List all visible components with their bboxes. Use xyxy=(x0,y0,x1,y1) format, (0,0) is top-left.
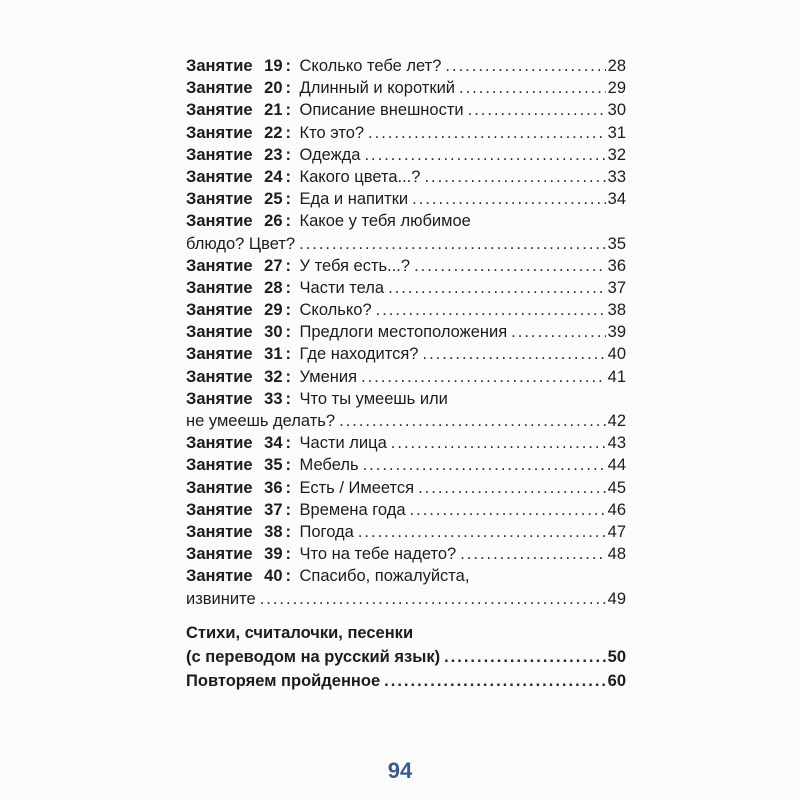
leader-dots xyxy=(363,454,606,476)
lesson-page: 46 xyxy=(607,500,626,519)
lesson-colon: : xyxy=(285,345,292,364)
lesson-number: 40 xyxy=(264,567,283,586)
lesson-number: 22 xyxy=(264,123,283,142)
toc-entry[interactable] xyxy=(186,55,626,77)
lesson-title: Есть / Имеется xyxy=(299,478,415,497)
leader-dots xyxy=(511,321,605,343)
lesson-label: Занятие xyxy=(186,256,253,275)
lesson-label: Занятие xyxy=(186,456,253,475)
lesson-number: 29 xyxy=(264,301,283,320)
lesson-page: 32 xyxy=(607,145,626,164)
lesson-label: Занятие xyxy=(186,478,253,497)
toc-extra-entry[interactable] xyxy=(186,670,626,694)
toc-entry-line xyxy=(186,277,626,299)
lesson-colon: : xyxy=(285,567,292,586)
toc-entry-line xyxy=(186,410,626,432)
lesson-title: Длинный и короткий xyxy=(299,79,456,98)
lesson-colon: : xyxy=(285,367,292,386)
leader-dots xyxy=(418,477,606,499)
lesson-number: 36 xyxy=(264,478,283,497)
toc-entry[interactable] xyxy=(186,99,626,121)
lesson-number: 25 xyxy=(264,190,283,209)
toc-entry-line xyxy=(186,366,626,388)
leader-dots xyxy=(368,122,606,144)
lesson-number: 31 xyxy=(264,345,283,364)
lesson-page: 38 xyxy=(607,301,626,320)
lesson-label: Занятие xyxy=(186,212,253,231)
lesson-label: Занятие xyxy=(186,434,253,453)
lesson-page: 45 xyxy=(607,478,626,497)
section-title: Стихи, считалочки, песенки xyxy=(186,623,414,642)
leader-dots xyxy=(444,646,606,668)
lesson-colon: : xyxy=(285,79,292,98)
toc-entry-line xyxy=(186,499,626,521)
lesson-number: 27 xyxy=(264,256,283,275)
lesson-label: Занятие xyxy=(186,301,253,320)
leader-dots xyxy=(260,588,606,610)
leader-dots xyxy=(445,55,605,77)
lesson-number: 20 xyxy=(264,79,283,98)
lesson-number: 35 xyxy=(264,456,283,475)
toc-entry[interactable] xyxy=(186,321,626,343)
lesson-page: 37 xyxy=(607,278,626,297)
lesson-page: 42 xyxy=(607,412,626,430)
toc-entry-line xyxy=(186,233,626,255)
lesson-colon: : xyxy=(285,278,292,297)
lesson-number: 32 xyxy=(264,367,283,386)
page-number: 94 xyxy=(387,758,413,783)
toc-entry-line xyxy=(186,99,626,121)
toc-entry-line xyxy=(186,166,626,188)
toc-entry[interactable] xyxy=(186,543,626,565)
toc-entry-line xyxy=(186,388,626,410)
lesson-page: 29 xyxy=(607,79,626,98)
lesson-colon: : xyxy=(285,522,292,541)
lesson-title: Какое у тебя любимое xyxy=(299,212,471,231)
lesson-title: Сколько тебе лет? xyxy=(299,57,442,75)
lesson-colon: : xyxy=(285,389,292,408)
lesson-title: Кто это? xyxy=(299,123,365,142)
lesson-number: 24 xyxy=(264,167,283,186)
toc-entry-line xyxy=(186,55,626,77)
lesson-page: 28 xyxy=(607,57,626,75)
lesson-colon: : xyxy=(285,256,292,275)
lesson-title: Еда и напитки xyxy=(299,190,409,209)
lesson-page: 31 xyxy=(607,123,626,142)
toc-entry-line xyxy=(186,255,626,277)
section-page: 50 xyxy=(607,647,626,666)
section-page: 60 xyxy=(607,671,626,690)
lesson-label: Занятие xyxy=(186,345,253,364)
lesson-page: 39 xyxy=(607,323,626,342)
toc-entry[interactable] xyxy=(186,166,626,188)
toc-entry[interactable] xyxy=(186,144,626,166)
lesson-page: 41 xyxy=(607,367,626,386)
section-title-continued: (с переводом на русский язык) xyxy=(186,647,441,666)
lesson-label: Занятие xyxy=(186,389,253,408)
toc-entry[interactable] xyxy=(186,77,626,99)
lesson-page: 36 xyxy=(607,256,626,275)
leader-dots xyxy=(422,343,605,365)
lesson-label: Занятие xyxy=(186,123,253,142)
lesson-colon: : xyxy=(285,167,292,186)
lesson-page: 47 xyxy=(607,522,626,541)
leader-dots xyxy=(361,366,606,388)
lesson-colon: : xyxy=(285,101,292,120)
lesson-label: Занятие xyxy=(186,323,253,342)
lesson-title: Умения xyxy=(299,367,358,386)
lesson-title: Времена года xyxy=(299,500,406,519)
toc-entry-line xyxy=(186,432,626,454)
lesson-colon: : xyxy=(285,545,292,564)
lesson-page: 35 xyxy=(607,234,626,253)
toc-entry[interactable] xyxy=(186,277,626,299)
lesson-title: Части тела xyxy=(299,278,385,297)
toc-entry[interactable] xyxy=(186,432,626,454)
toc-entry[interactable] xyxy=(186,366,626,388)
toc-entry-line xyxy=(186,521,626,543)
toc-extras xyxy=(186,622,626,694)
lesson-title-continued: блюдо? Цвет? xyxy=(186,234,296,253)
lesson-number: 33 xyxy=(264,389,283,408)
lesson-page: 43 xyxy=(607,434,626,453)
toc-entry-line xyxy=(186,565,626,587)
leader-dots xyxy=(376,299,606,321)
toc-entry[interactable] xyxy=(186,454,626,476)
toc-entry[interactable] xyxy=(186,255,626,277)
lesson-label: Занятие xyxy=(186,500,253,519)
lesson-title: Что на тебе надето? xyxy=(299,545,457,564)
lesson-label: Занятие xyxy=(186,57,253,75)
lesson-number: 38 xyxy=(264,522,283,541)
leader-dots xyxy=(410,499,606,521)
leader-dots xyxy=(391,432,606,454)
toc-entry[interactable] xyxy=(186,343,626,365)
toc-entry[interactable] xyxy=(186,388,626,432)
lesson-colon: : xyxy=(285,456,292,475)
table-of-contents xyxy=(186,55,626,694)
toc-entry[interactable] xyxy=(186,188,626,210)
lesson-number: 37 xyxy=(264,500,283,519)
lesson-title: Описание внешности xyxy=(299,101,464,120)
lesson-label: Занятие xyxy=(186,79,253,98)
leader-dots xyxy=(424,166,605,188)
toc-entry-line xyxy=(186,77,626,99)
lesson-colon: : xyxy=(285,323,292,342)
lesson-number: 28 xyxy=(264,278,283,297)
lesson-label: Занятие xyxy=(186,278,253,297)
lesson-number: 21 xyxy=(264,101,283,120)
toc-entry-line xyxy=(186,144,626,166)
toc-entry-line xyxy=(186,210,626,232)
lesson-page: 48 xyxy=(607,545,626,564)
lesson-label: Занятие xyxy=(186,101,253,120)
toc-entry-line xyxy=(186,122,626,144)
toc-entry-line xyxy=(186,588,626,610)
toc-entry[interactable] xyxy=(186,521,626,543)
lesson-label: Занятие xyxy=(186,545,253,564)
lesson-number: 26 xyxy=(264,212,283,231)
lesson-title: Какого цвета...? xyxy=(299,167,421,186)
toc-entry[interactable] xyxy=(186,299,626,321)
toc-entry-line xyxy=(186,454,626,476)
toc-entry[interactable] xyxy=(186,210,626,254)
toc-entry-line xyxy=(186,321,626,343)
lesson-page: 34 xyxy=(607,190,626,209)
lesson-title: У тебя есть...? xyxy=(299,256,411,275)
lesson-label: Занятие xyxy=(186,190,253,209)
lesson-label: Занятие xyxy=(186,167,253,186)
leader-dots xyxy=(459,77,606,99)
toc-entry-line xyxy=(186,299,626,321)
lesson-label: Занятие xyxy=(186,567,253,586)
lesson-colon: : xyxy=(285,190,292,209)
lesson-page: 33 xyxy=(607,167,626,186)
toc-entry-line xyxy=(186,670,626,694)
toc-entry-line xyxy=(186,622,626,646)
lesson-title: Сколько? xyxy=(299,301,372,320)
leader-dots xyxy=(364,144,605,166)
leader-dots xyxy=(299,233,606,255)
toc-extra-entry[interactable] xyxy=(186,622,626,670)
leader-dots xyxy=(339,410,606,432)
lesson-page: 40 xyxy=(607,345,626,364)
toc-entry-line xyxy=(186,543,626,565)
lesson-number: 30 xyxy=(264,323,283,342)
leader-dots xyxy=(412,188,605,210)
lesson-title: Мебель xyxy=(299,456,359,475)
leader-dots xyxy=(358,521,606,543)
leader-dots xyxy=(468,99,606,121)
leader-dots xyxy=(460,543,605,565)
lesson-title: Предлоги местоположения xyxy=(299,323,508,342)
lesson-page: 49 xyxy=(607,589,626,608)
toc-entry[interactable] xyxy=(186,499,626,521)
lesson-label: Занятие xyxy=(186,522,253,541)
leader-dots xyxy=(388,277,606,299)
toc-entry-line xyxy=(186,646,626,670)
lesson-colon: : xyxy=(285,478,292,497)
leader-dots xyxy=(384,670,605,692)
lesson-title: Части лица xyxy=(299,434,387,453)
toc-entry[interactable] xyxy=(186,477,626,499)
toc-entry[interactable] xyxy=(186,122,626,144)
toc-entry-line xyxy=(186,477,626,499)
lesson-number: 39 xyxy=(264,545,283,564)
lesson-colon: : xyxy=(285,301,292,320)
lesson-title-continued: не умеешь делать? xyxy=(186,412,336,430)
toc-entry[interactable] xyxy=(186,565,626,609)
lesson-number: 34 xyxy=(264,434,283,453)
lesson-colon: : xyxy=(285,57,292,75)
lesson-colon: : xyxy=(285,123,292,142)
leader-dots xyxy=(414,255,606,277)
lesson-colon: : xyxy=(285,145,292,164)
toc-entry-line xyxy=(186,188,626,210)
toc-entry-line xyxy=(186,343,626,365)
lesson-title: Одежда xyxy=(299,145,361,164)
lesson-title: Спасибо, пожалуйста, xyxy=(299,567,470,586)
lesson-title: Что ты умеешь или xyxy=(299,389,448,408)
lesson-colon: : xyxy=(285,500,292,519)
lesson-page: 44 xyxy=(607,456,626,475)
lesson-page: 30 xyxy=(607,101,626,120)
lesson-number: 23 xyxy=(264,145,283,164)
lesson-title: Где находится? xyxy=(299,345,419,364)
lesson-colon: : xyxy=(285,212,292,231)
lesson-colon: : xyxy=(285,434,292,453)
lesson-label: Занятие xyxy=(186,367,253,386)
lesson-number: 19 xyxy=(264,57,283,75)
section-title: Повторяем пройденное xyxy=(186,671,381,690)
lesson-title-continued: извините xyxy=(186,589,256,608)
lesson-title: Погода xyxy=(299,522,354,541)
lesson-label: Занятие xyxy=(186,145,253,164)
